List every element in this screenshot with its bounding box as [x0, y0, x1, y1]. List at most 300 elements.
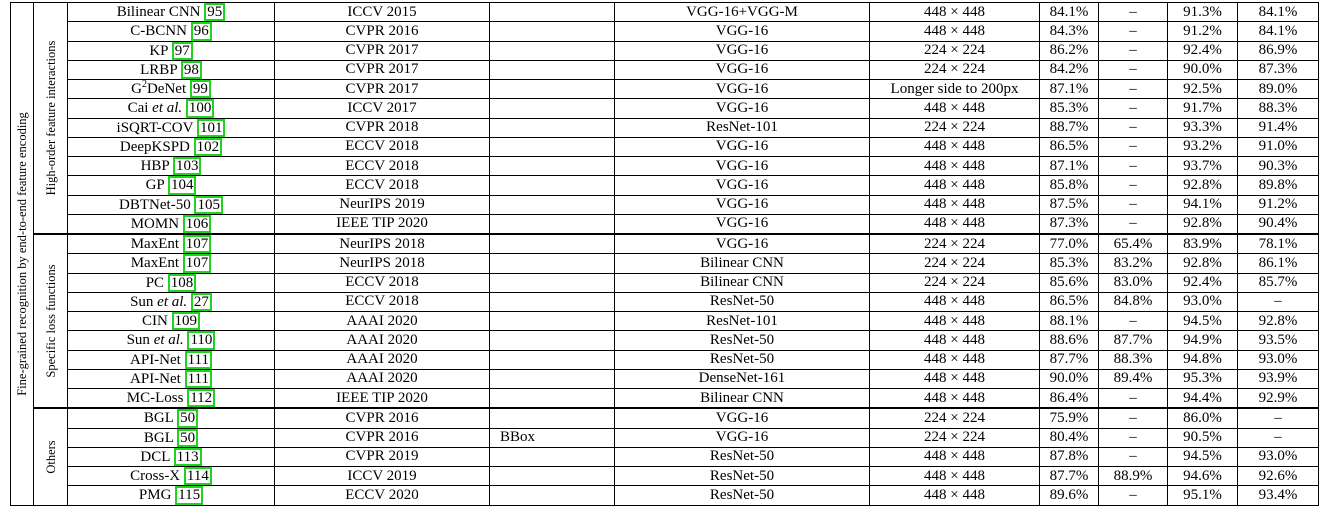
- citation-link[interactable]: [194, 196, 223, 214]
- citation-link[interactable]: [194, 138, 223, 156]
- accuracy-cell-3: 93.3%: [1168, 118, 1238, 137]
- venue-cell: NeurIPS 2018: [275, 254, 490, 273]
- accuracy-cell-3: 94.5%: [1168, 312, 1238, 331]
- annotation-cell: [490, 389, 615, 409]
- table-row: [11, 408, 1319, 428]
- method-name: Cai: [127, 100, 149, 117]
- accuracy-cell-3: 91.7%: [1168, 99, 1238, 118]
- accuracy-cell-3: 91.3%: [1168, 3, 1238, 22]
- citation-number: 110: [190, 332, 213, 349]
- accuracy-cell-1: 84.1%: [1040, 3, 1099, 22]
- backbone-cell: VGG-16: [615, 41, 870, 60]
- accuracy-cell-1: 77.0%: [1040, 234, 1099, 254]
- citation-link[interactable]: [187, 331, 215, 349]
- accuracy-cell-4: –: [1238, 408, 1319, 428]
- table-row: [11, 137, 1319, 156]
- backbone-cell: VGG-16: [615, 60, 870, 79]
- accuracy-cell-1: 87.3%: [1040, 214, 1099, 234]
- accuracy-cell-2: –: [1099, 99, 1168, 118]
- resolution-cell: 448 × 448: [870, 486, 1040, 505]
- accuracy-cell-2: –: [1099, 118, 1168, 137]
- accuracy-cell-4: 93.0%: [1238, 447, 1319, 466]
- backbone-cell: ResNet-50: [615, 292, 870, 311]
- method-cell: [68, 3, 275, 22]
- method-name: BGL: [143, 429, 174, 446]
- method-name: Sun: [130, 293, 154, 310]
- resolution-cell: 224 × 224: [870, 428, 1040, 447]
- annotation-cell: [490, 254, 615, 273]
- annotation-cell: [490, 60, 615, 79]
- method-cell: [68, 80, 275, 99]
- method-name: Sun: [126, 332, 150, 349]
- accuracy-cell-1: 84.2%: [1040, 60, 1099, 79]
- citation-number: 108: [170, 274, 194, 291]
- citation-number: 104: [170, 177, 194, 194]
- venue-cell: ECCV 2018: [275, 273, 490, 292]
- venue-cell: ICCV 2017: [275, 99, 490, 118]
- method-name: G: [131, 81, 142, 97]
- backbone-cell: Bilinear CNN: [615, 389, 870, 409]
- annotation-cell: BBox: [490, 428, 615, 447]
- resolution-cell: 224 × 224: [870, 60, 1040, 79]
- accuracy-cell-4: 93.4%: [1238, 486, 1319, 505]
- method-name: HBP: [140, 158, 170, 174]
- method-cell: [68, 350, 275, 369]
- resolution-cell: 448 × 448: [870, 312, 1040, 331]
- table-row: [11, 467, 1319, 486]
- method-cell: [68, 447, 275, 466]
- venue-cell: AAAI 2020: [275, 331, 490, 350]
- results-table: [10, 2, 1319, 506]
- method-name: BGL: [143, 410, 174, 427]
- citation-link[interactable]: [183, 215, 212, 233]
- resolution-cell: 224 × 224: [870, 234, 1040, 254]
- table-row: [11, 118, 1319, 137]
- accuracy-cell-3: 92.8%: [1168, 176, 1238, 195]
- accuracy-cell-2: –: [1099, 60, 1168, 79]
- accuracy-cell-2: –: [1099, 486, 1168, 505]
- method-cell: [68, 273, 275, 292]
- method-cell: [68, 234, 275, 254]
- accuracy-cell-1: 80.4%: [1040, 428, 1099, 447]
- table-row: [11, 254, 1319, 273]
- backbone-cell: VGG-16: [615, 214, 870, 234]
- method-cell: [68, 292, 275, 311]
- group-label-cell: [34, 234, 68, 408]
- backbone-cell: VGG-16: [615, 176, 870, 195]
- accuracy-cell-4: 91.2%: [1238, 195, 1319, 214]
- citation-number: 111: [187, 370, 209, 387]
- method-etal: et al.: [152, 100, 183, 117]
- resolution-cell: 224 × 224: [870, 118, 1040, 137]
- annotation-cell: [490, 80, 615, 99]
- method-name: GP: [145, 177, 165, 194]
- method-name: API-Net: [130, 351, 181, 368]
- accuracy-cell-3: 94.4%: [1168, 389, 1238, 409]
- accuracy-cell-3: 91.2%: [1168, 22, 1238, 41]
- resolution-cell: Longer side to 200px: [870, 80, 1040, 99]
- annotation-cell: [490, 273, 615, 292]
- citation-number: 112: [190, 390, 213, 406]
- annotation-cell: [490, 408, 615, 428]
- citation-link[interactable]: [183, 235, 212, 253]
- venue-cell: AAAI 2020: [275, 350, 490, 369]
- accuracy-cell-4: 92.8%: [1238, 312, 1319, 331]
- accuracy-cell-2: 65.4%: [1099, 234, 1168, 254]
- backbone-cell: ResNet-101: [615, 118, 870, 137]
- annotation-cell: [490, 447, 615, 466]
- citation-number: 103: [175, 158, 199, 174]
- method-name: Cross-X: [130, 468, 181, 484]
- method-cell: [68, 157, 275, 176]
- citation-link[interactable]: [187, 389, 215, 407]
- citation-number: 95: [207, 4, 223, 20]
- accuracy-cell-2: –: [1099, 22, 1168, 41]
- annotation-cell: [490, 41, 615, 60]
- table-row: [11, 176, 1319, 195]
- citation-link[interactable]: [177, 409, 198, 427]
- accuracy-cell-1: 87.7%: [1040, 350, 1099, 369]
- citation-link[interactable]: [172, 42, 193, 60]
- annotation-cell: [490, 3, 615, 22]
- method-cell: [68, 389, 275, 409]
- table-row: [11, 22, 1319, 41]
- table-row: [11, 214, 1319, 234]
- resolution-cell: 448 × 448: [870, 3, 1040, 22]
- method-cell: [68, 254, 275, 273]
- accuracy-cell-3: 93.2%: [1168, 137, 1238, 156]
- resolution-cell: 448 × 448: [870, 214, 1040, 234]
- method-cell: [68, 369, 275, 388]
- resolution-cell: 448 × 448: [870, 350, 1040, 369]
- accuracy-cell-1: 84.3%: [1040, 22, 1099, 41]
- backbone-cell: VGG-16: [615, 22, 870, 41]
- accuracy-cell-3: 92.4%: [1168, 273, 1238, 292]
- citation-number: 50: [180, 429, 196, 446]
- method-cell: [68, 137, 275, 156]
- annotation-cell: [490, 137, 615, 156]
- citation-link[interactable]: [204, 3, 225, 21]
- backbone-cell: VGG-16: [615, 137, 870, 156]
- accuracy-cell-3: 86.0%: [1168, 408, 1238, 428]
- citation-number: 109: [174, 313, 198, 329]
- accuracy-cell-1: 75.9%: [1040, 408, 1099, 428]
- citation-number: 115: [178, 487, 201, 504]
- accuracy-cell-4: 87.3%: [1238, 60, 1319, 79]
- citation-link[interactable]: [197, 119, 226, 137]
- accuracy-cell-1: 86.4%: [1040, 389, 1099, 409]
- citation-number: 107: [185, 236, 209, 252]
- method-name: MaxEnt: [130, 255, 180, 272]
- venue-cell: ECCV 2018: [275, 292, 490, 311]
- table-row: [11, 486, 1319, 505]
- citation-number: 101: [199, 119, 223, 136]
- venue-cell: CVPR 2016: [275, 428, 490, 447]
- outer-category-label: Fine-grained recognition by end-to-end feature encoding: [14, 111, 29, 396]
- venue-cell: ECCV 2018: [275, 176, 490, 195]
- resolution-cell: 448 × 448: [870, 292, 1040, 311]
- accuracy-cell-1: 87.1%: [1040, 157, 1099, 176]
- resolution-cell: 448 × 448: [870, 331, 1040, 350]
- accuracy-cell-2: 87.7%: [1099, 331, 1168, 350]
- method-name: PC: [145, 274, 165, 291]
- resolution-cell: 224 × 224: [870, 254, 1040, 273]
- table-row: [11, 292, 1319, 311]
- method-name: Bilinear CNN: [116, 4, 201, 20]
- venue-cell: AAAI 2020: [275, 312, 490, 331]
- resolution-cell: 224 × 224: [870, 273, 1040, 292]
- accuracy-cell-4: 90.4%: [1238, 214, 1319, 234]
- citation-number: 114: [186, 468, 209, 484]
- accuracy-cell-2: –: [1099, 157, 1168, 176]
- citation-link[interactable]: [172, 312, 201, 330]
- accuracy-cell-3: 93.7%: [1168, 157, 1238, 176]
- method-cell: [68, 408, 275, 428]
- citation-link[interactable]: [186, 99, 215, 117]
- accuracy-cell-1: 87.5%: [1040, 195, 1099, 214]
- accuracy-cell-4: –: [1238, 292, 1319, 311]
- annotation-cell: [490, 467, 615, 486]
- backbone-cell: VGG-16: [615, 80, 870, 99]
- citation-link[interactable]: [183, 254, 212, 272]
- group-label: Others: [43, 440, 58, 474]
- resolution-cell: 448 × 448: [870, 467, 1040, 486]
- method-name: CIN: [141, 313, 168, 329]
- annotation-cell: [490, 214, 615, 234]
- accuracy-cell-4: 90.3%: [1238, 157, 1319, 176]
- citation-number: 27: [193, 293, 209, 310]
- accuracy-cell-1: 85.3%: [1040, 99, 1099, 118]
- table-row: [11, 350, 1319, 369]
- accuracy-cell-1: 87.7%: [1040, 467, 1099, 486]
- method-name: LRBP: [140, 61, 178, 78]
- backbone-cell: DenseNet-161: [615, 369, 870, 388]
- method-name: DBTNet-50: [119, 196, 191, 213]
- annotation-cell: [490, 99, 615, 118]
- accuracy-cell-4: 89.0%: [1238, 80, 1319, 99]
- accuracy-cell-1: 87.1%: [1040, 80, 1099, 99]
- accuracy-cell-1: 86.5%: [1040, 137, 1099, 156]
- accuracy-cell-2: –: [1099, 80, 1168, 99]
- accuracy-cell-2: –: [1099, 312, 1168, 331]
- citation-link[interactable]: [191, 293, 212, 311]
- group-label: High-order feature interactions: [43, 40, 58, 196]
- accuracy-cell-2: 83.2%: [1099, 254, 1168, 273]
- table-row: [11, 447, 1319, 466]
- method-cell: [68, 331, 275, 350]
- resolution-cell: 448 × 448: [870, 176, 1040, 195]
- resolution-cell: 448 × 448: [870, 99, 1040, 118]
- citation-link[interactable]: [181, 61, 202, 79]
- accuracy-cell-3: 94.6%: [1168, 467, 1238, 486]
- accuracy-cell-3: 93.0%: [1168, 292, 1238, 311]
- accuracy-cell-1: 85.3%: [1040, 254, 1099, 273]
- resolution-cell: 224 × 224: [870, 41, 1040, 60]
- citation-number: 98: [183, 61, 199, 78]
- venue-cell: CVPR 2018: [275, 118, 490, 137]
- accuracy-cell-4: 93.5%: [1238, 331, 1319, 350]
- backbone-cell: VGG-16: [615, 234, 870, 254]
- accuracy-cell-4: 84.1%: [1238, 22, 1319, 41]
- accuracy-cell-4: 92.6%: [1238, 467, 1319, 486]
- citation-link[interactable]: [185, 370, 212, 388]
- citation-link[interactable]: [168, 176, 197, 194]
- backbone-cell: ResNet-50: [615, 486, 870, 505]
- method-name: iSQRT-COV: [116, 119, 194, 136]
- accuracy-cell-4: 91.4%: [1238, 118, 1319, 137]
- table-row: [11, 331, 1319, 350]
- annotation-cell: [490, 22, 615, 41]
- annotation-cell: [490, 292, 615, 311]
- accuracy-cell-2: –: [1099, 214, 1168, 234]
- citation-link[interactable]: [173, 157, 202, 175]
- venue-cell: ICCV 2019: [275, 467, 490, 486]
- backbone-cell: Bilinear CNN: [615, 273, 870, 292]
- table-row: [11, 3, 1319, 22]
- accuracy-cell-4: 78.1%: [1238, 234, 1319, 254]
- citation-link[interactable]: [174, 448, 202, 466]
- results-table-container: [10, 2, 1298, 504]
- method-cell: [68, 214, 275, 234]
- accuracy-cell-3: 94.9%: [1168, 331, 1238, 350]
- accuracy-cell-1: 86.2%: [1040, 41, 1099, 60]
- backbone-cell: VGG-16: [615, 157, 870, 176]
- citation-link[interactable]: [177, 429, 198, 447]
- resolution-cell: 448 × 448: [870, 195, 1040, 214]
- venue-cell: AAAI 2020: [275, 369, 490, 388]
- table-row: [11, 195, 1319, 214]
- method-cell: [68, 467, 275, 486]
- method-name: DCL: [140, 448, 170, 465]
- citation-link[interactable]: [168, 274, 197, 292]
- accuracy-cell-3: 92.8%: [1168, 254, 1238, 273]
- citation-number: 102: [196, 138, 220, 155]
- method-cell: [68, 99, 275, 118]
- citation-number: 105: [197, 196, 220, 213]
- method-cell: [68, 486, 275, 505]
- accuracy-cell-4: 88.3%: [1238, 99, 1319, 118]
- accuracy-cell-1: 85.6%: [1040, 273, 1099, 292]
- table-row: [11, 369, 1319, 388]
- method-name-tail: DeNet: [146, 81, 187, 97]
- method-name: MaxEnt: [130, 236, 180, 252]
- accuracy-cell-2: –: [1099, 389, 1168, 409]
- accuracy-cell-3: 94.8%: [1168, 350, 1238, 369]
- table-row: [11, 312, 1319, 331]
- accuracy-cell-3: 95.1%: [1168, 486, 1238, 505]
- accuracy-cell-2: 89.4%: [1099, 369, 1168, 388]
- accuracy-cell-4: 93.0%: [1238, 350, 1319, 369]
- table-row: [11, 99, 1319, 118]
- accuracy-cell-3: 92.4%: [1168, 41, 1238, 60]
- method-etal: et al.: [153, 332, 184, 349]
- citation-number: 106: [185, 215, 209, 232]
- method-name: C-BCNN: [130, 23, 187, 40]
- accuracy-cell-4: 91.0%: [1238, 137, 1319, 156]
- citation-number: 111: [187, 351, 209, 368]
- method-cell: [68, 22, 275, 41]
- accuracy-cell-1: 90.0%: [1040, 369, 1099, 388]
- venue-cell: CVPR 2019: [275, 447, 490, 466]
- method-name: PMG: [138, 487, 172, 504]
- accuracy-cell-4: 84.1%: [1238, 3, 1319, 22]
- citation-number: 113: [176, 448, 199, 465]
- annotation-cell: [490, 234, 615, 254]
- annotation-cell: [490, 195, 615, 214]
- backbone-cell: VGG-16: [615, 428, 870, 447]
- table-row: [11, 41, 1319, 60]
- method-name: MC-Loss: [126, 390, 184, 406]
- accuracy-cell-3: 83.9%: [1168, 234, 1238, 254]
- accuracy-cell-2: 84.8%: [1099, 292, 1168, 311]
- accuracy-cell-4: 85.7%: [1238, 273, 1319, 292]
- outer-category-label-cell: [11, 3, 34, 506]
- table-row: [11, 234, 1319, 254]
- table-row: [11, 389, 1319, 409]
- backbone-cell: ResNet-50: [615, 350, 870, 369]
- method-name: MOMN: [130, 215, 180, 232]
- annotation-cell: [490, 176, 615, 195]
- method-cell: [68, 312, 275, 331]
- annotation-cell: [490, 350, 615, 369]
- accuracy-cell-4: 86.9%: [1238, 41, 1319, 60]
- citation-link[interactable]: [185, 351, 212, 369]
- table-row: [11, 157, 1319, 176]
- table-row: [11, 60, 1319, 79]
- accuracy-cell-3: 94.5%: [1168, 447, 1238, 466]
- accuracy-cell-2: –: [1099, 447, 1168, 466]
- accuracy-cell-2: 88.3%: [1099, 350, 1168, 369]
- method-cell: [68, 41, 275, 60]
- venue-cell: CVPR 2016: [275, 408, 490, 428]
- accuracy-cell-2: –: [1099, 408, 1168, 428]
- accuracy-cell-2: –: [1099, 137, 1168, 156]
- venue-cell: IEEE TIP 2020: [275, 389, 490, 409]
- accuracy-cell-1: 88.1%: [1040, 312, 1099, 331]
- method-cell: [68, 60, 275, 79]
- venue-cell: ICCV 2015: [275, 3, 490, 22]
- resolution-cell: 448 × 448: [870, 22, 1040, 41]
- venue-cell: CVPR 2017: [275, 41, 490, 60]
- accuracy-cell-3: 92.5%: [1168, 80, 1238, 99]
- accuracy-cell-1: 89.6%: [1040, 486, 1099, 505]
- accuracy-cell-2: 83.0%: [1099, 273, 1168, 292]
- method-cell: [68, 176, 275, 195]
- resolution-cell: 448 × 448: [870, 157, 1040, 176]
- accuracy-cell-4: 89.8%: [1238, 176, 1319, 195]
- method-cell: [68, 195, 275, 214]
- citation-link[interactable]: [190, 80, 211, 98]
- accuracy-cell-4: 93.9%: [1238, 369, 1319, 388]
- venue-cell: NeurIPS 2019: [275, 195, 490, 214]
- citation-number: 100: [188, 100, 212, 117]
- citation-link[interactable]: [175, 486, 203, 504]
- accuracy-cell-1: 85.8%: [1040, 176, 1099, 195]
- method-superscript: 2: [141, 79, 147, 90]
- backbone-cell: VGG-16+VGG-M: [615, 3, 870, 22]
- citation-link[interactable]: [184, 467, 212, 485]
- venue-cell: NeurIPS 2018: [275, 234, 490, 254]
- resolution-cell: 448 × 448: [870, 389, 1040, 409]
- citation-link[interactable]: [191, 22, 212, 40]
- citation-number: 96: [193, 23, 209, 40]
- venue-cell: CVPR 2017: [275, 80, 490, 99]
- accuracy-cell-1: 86.5%: [1040, 292, 1099, 311]
- method-name: KP: [149, 42, 168, 59]
- accuracy-cell-1: 88.6%: [1040, 331, 1099, 350]
- table-row: [11, 80, 1319, 99]
- accuracy-cell-3: 95.3%: [1168, 369, 1238, 388]
